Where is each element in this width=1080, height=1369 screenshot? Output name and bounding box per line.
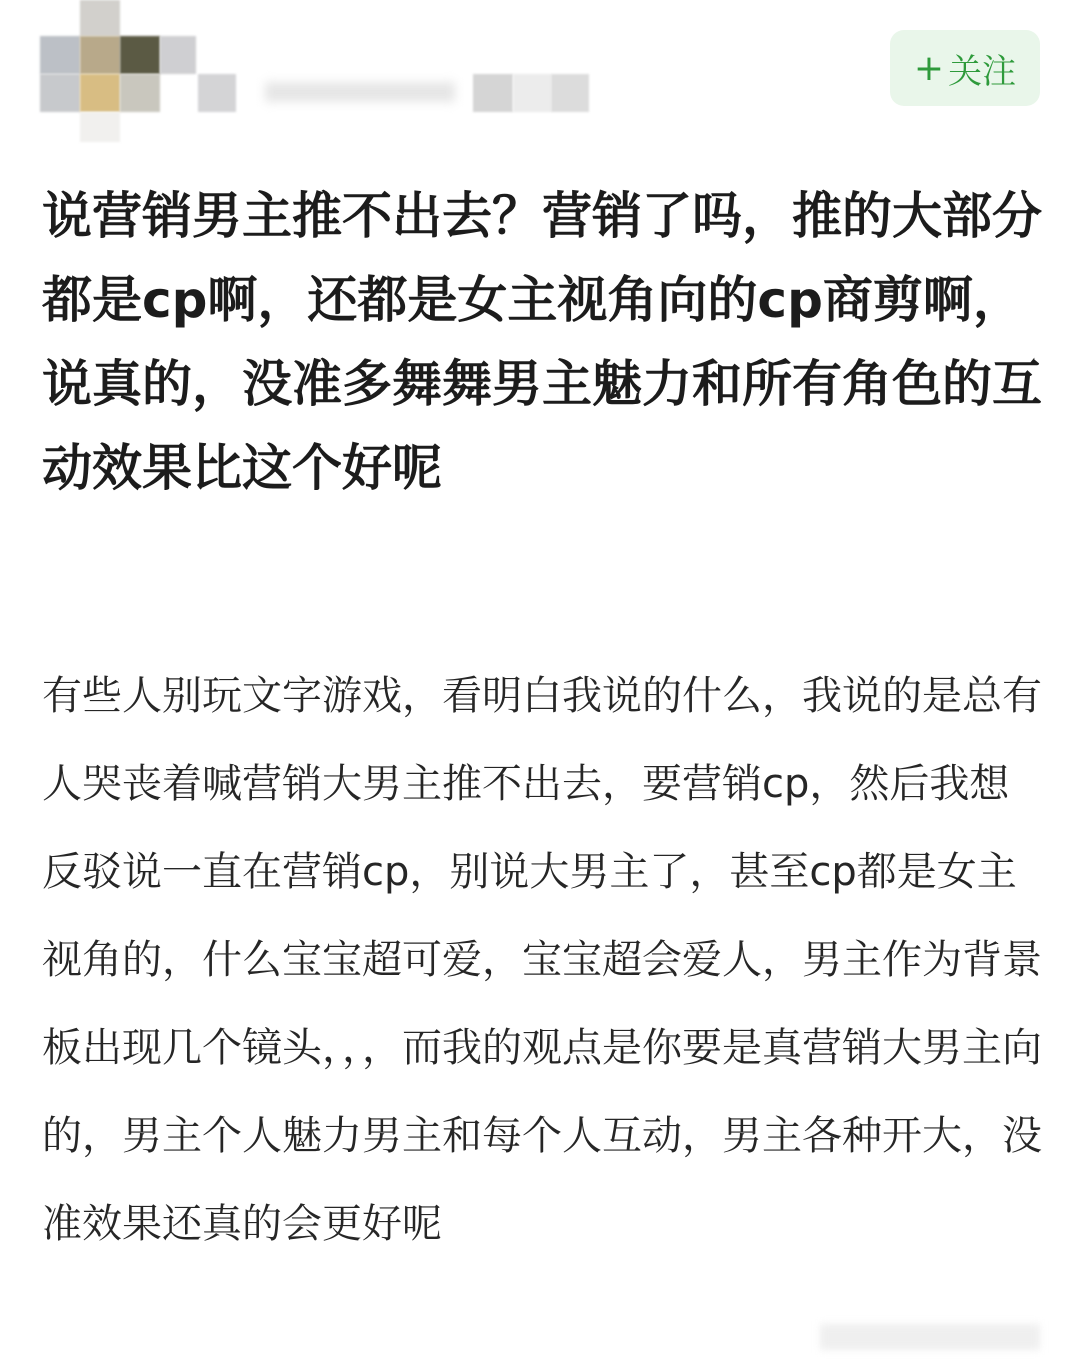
blurred-block: [551, 74, 589, 112]
post-title: 说营销男主推不出去？营销了吗，推的大部分都是cp啊，还都是女主视角向的cp商剪啊，说真的，没准多舞舞男主魅力和所有角色的互动效果比这个好呢: [42, 187, 1042, 497]
post-header: [0, 0, 1080, 150]
avatar-mosaic-tile: [120, 74, 160, 112]
follow-button[interactable]: [890, 30, 1040, 106]
avatar-mosaic-tile: [160, 36, 196, 74]
avatar-mosaic-tile: [198, 74, 236, 112]
avatar[interactable]: [40, 0, 240, 112]
blurred-block: [473, 74, 513, 112]
avatar-mosaic-tile: [80, 36, 120, 74]
avatar-mosaic-tile: [40, 36, 80, 74]
blurred-timestamp: [265, 82, 455, 102]
avatar-mosaic-tile: [120, 36, 160, 74]
follow-button-label: 关注: [948, 51, 1017, 92]
blurred-block: [513, 74, 551, 112]
avatar-mosaic-tile: [80, 112, 120, 142]
blurred-watermark: [800, 1320, 1060, 1356]
blurred-user-meta: [245, 68, 605, 114]
blurred-watermark-block: [820, 1324, 1040, 1350]
avatar-mosaic-tile: [80, 74, 120, 112]
plus-icon: +: [913, 47, 945, 89]
avatar-mosaic-tile: [40, 74, 80, 112]
post-body: 有些人别玩文字游戏，看明白我说的什么，我说的是总有人哭丧着喊营销大男主推不出去，要营销cp，然后我想反驳说一直在营销cp，别说大男主了，甚至cp都是女主视角的，什么宝宝超可爱，宝宝超会爱人，男主作为背景板出现几个镜头，，，而我的观点是你要是真营销大男主向的，男主个人魅力男主和每个人互动，男主各种开大，没准效果还真的会更好呢: [42, 673, 1042, 1247]
avatar-mosaic-tile: [80, 0, 120, 36]
